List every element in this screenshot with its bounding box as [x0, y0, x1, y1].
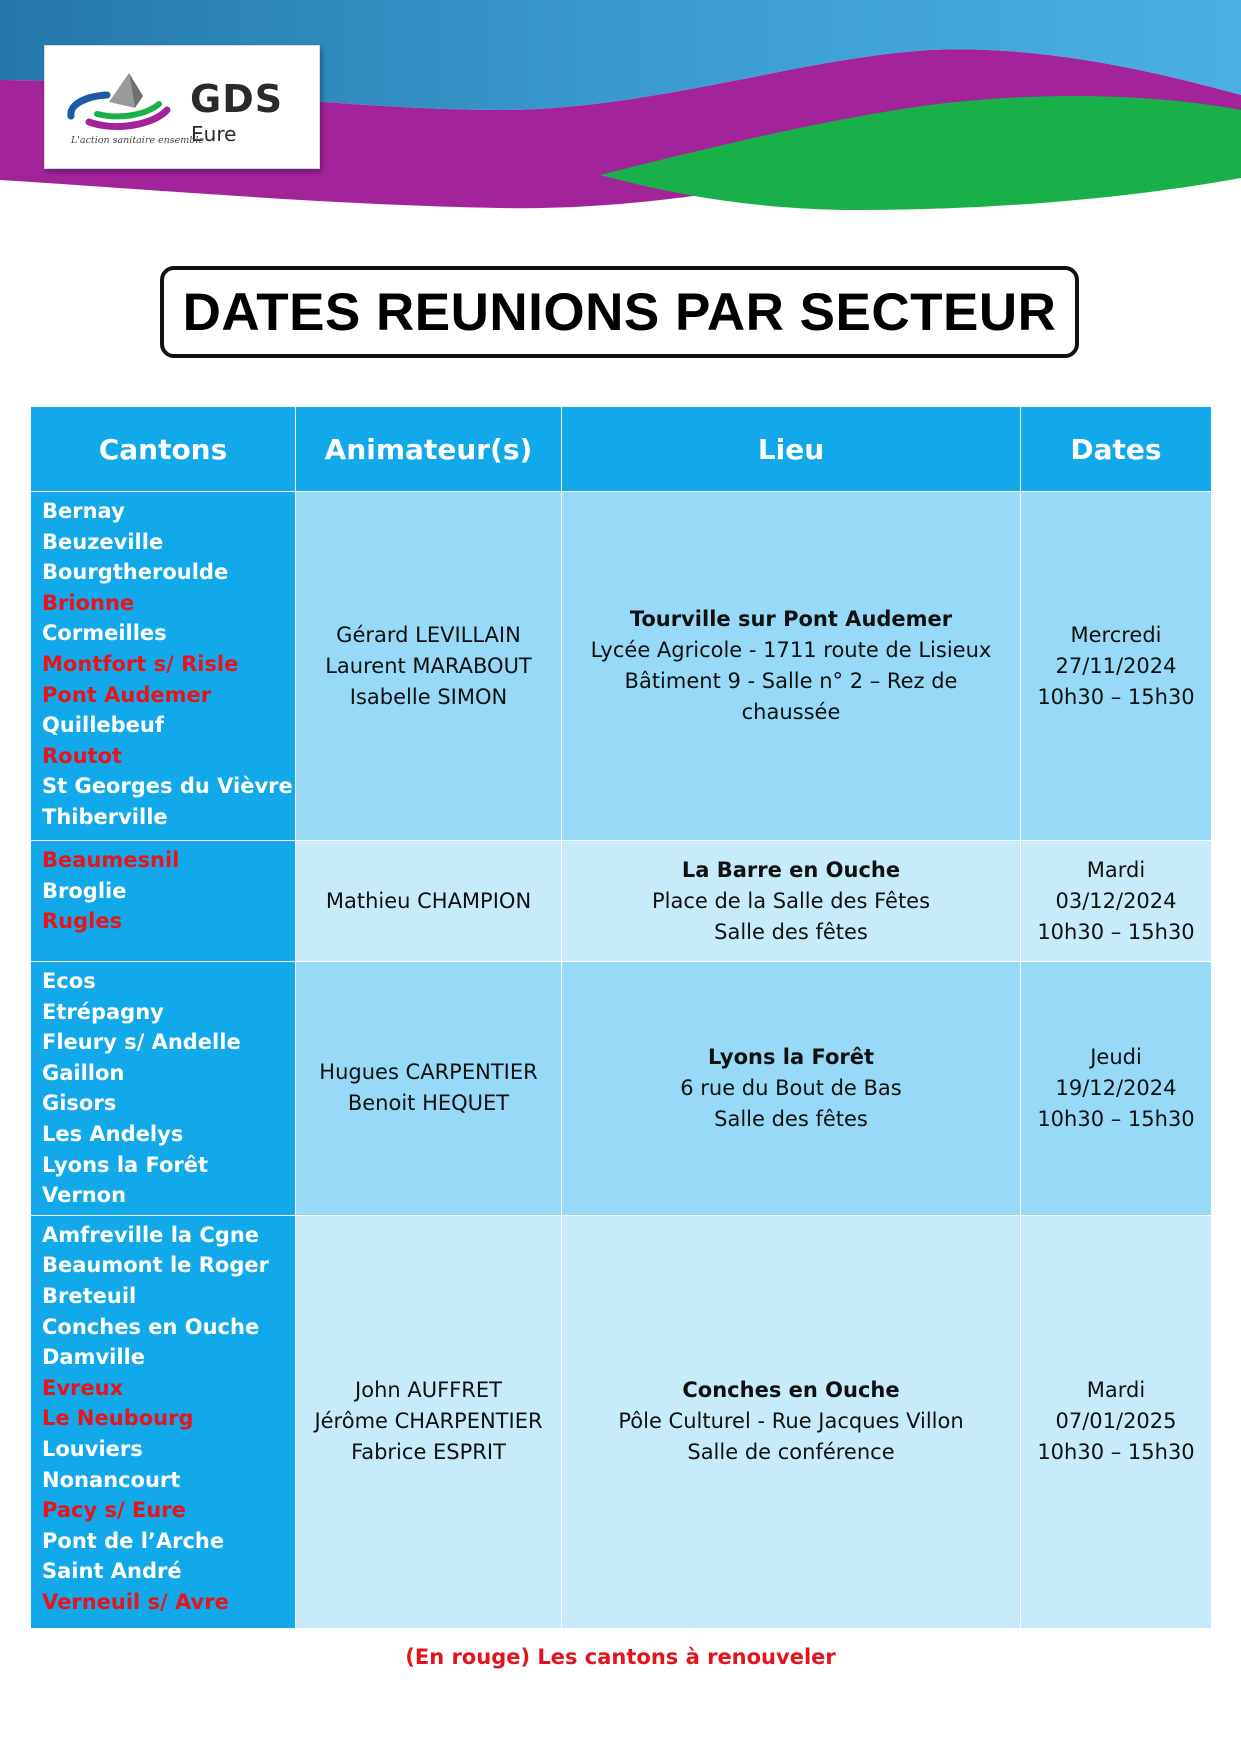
page-title: DATES REUNIONS PAR SECTEUR — [182, 282, 1057, 342]
animateurs-cell — [296, 1215, 562, 1628]
table-header-row — [31, 407, 1212, 492]
date-line: 10h30 – 15h30 — [1037, 1440, 1195, 1465]
date-line: 07/01/2025 — [1055, 1409, 1177, 1434]
animateur-name: Gérard LEVILLAIN — [336, 622, 521, 647]
lieu-line: 6 rue du Bout de Bas — [680, 1075, 902, 1100]
animateur-name: Hugues CARPENTIER — [319, 1060, 538, 1085]
canton-item: Bernay — [42, 499, 125, 523]
header-animateurs: Animateur(s) — [296, 407, 562, 492]
dates-cell — [1021, 492, 1212, 841]
canton-item: Breteuil — [42, 1283, 137, 1308]
lieu-cell — [562, 1215, 1021, 1628]
table-row — [31, 962, 1212, 1216]
canton-item: Beaumesnil — [42, 848, 180, 872]
lieu-cell — [562, 841, 1021, 962]
lieu-title: Conches en Ouche — [682, 1378, 900, 1403]
lieu-line: Salle de conférence — [687, 1440, 895, 1465]
footnote-legend: (En rouge) Les cantons à renouveler — [405, 1645, 836, 1669]
dates-cell — [1021, 962, 1212, 1216]
canton-list — [31, 841, 295, 941]
animateurs-cell — [296, 841, 562, 962]
canton-list — [31, 1216, 295, 1622]
canton-item: Saint André — [42, 1559, 182, 1584]
date-line: Jeudi — [1090, 1044, 1142, 1069]
lieu-title: Tourville sur Pont Audemer — [629, 607, 953, 631]
header-cantons: Cantons — [31, 407, 296, 492]
lieu-line: chaussée — [741, 700, 841, 724]
lieu-cell — [562, 962, 1021, 1216]
lieu-line: Salle des fêtes — [714, 919, 868, 944]
logo-tagline: L'action sanitaire ensemble — [71, 135, 205, 146]
cantons-cell — [31, 1215, 296, 1628]
canton-item: Brionne — [42, 590, 135, 615]
canton-item: Beuzeville — [42, 529, 164, 554]
animateurs-cell — [296, 492, 562, 841]
lieu-line: Place de la Salle des Fêtes — [651, 888, 931, 913]
canton-item: Nonancourt — [42, 1467, 181, 1492]
lieu-line: Lycée Agricole - 1711 route de Lisieux — [590, 638, 992, 662]
canton-item: Bourgtheroulde — [42, 560, 229, 585]
canton-item: Verneuil s/ Avre — [42, 1589, 229, 1614]
dates-cell — [1021, 841, 1212, 962]
canton-item: Fleury s/ Andelle — [42, 1030, 241, 1055]
canton-item: Broglie — [42, 878, 127, 903]
canton-item: Pont Audemer — [42, 682, 212, 707]
table-row — [31, 1215, 1212, 1628]
canton-item: Quillebeuf — [42, 713, 165, 738]
cantons-cell — [31, 841, 296, 962]
animateur-name: John AUFFRET — [355, 1378, 502, 1403]
date-line: Mardi — [1086, 1378, 1146, 1403]
animateur-name: Benoit HEQUET — [347, 1091, 510, 1116]
canton-list — [31, 492, 295, 837]
canton-item: Thiberville — [42, 804, 168, 829]
schedule-table — [30, 406, 1212, 1629]
canton-item: Cormeilles — [42, 621, 167, 646]
header-dates: Dates — [1021, 407, 1212, 492]
lieu-line: Bâtiment 9 - Salle n° 2 – Rez de — [624, 669, 958, 693]
date-line: Mercredi — [1070, 622, 1162, 647]
canton-item: St Georges du Vièvre — [42, 774, 293, 799]
cantons-cell — [31, 492, 296, 841]
animateur-name: Laurent MARABOUT — [325, 653, 532, 678]
canton-item: Ecos — [42, 969, 96, 993]
logo-name: GDS — [190, 77, 284, 121]
canton-item: Louviers — [42, 1436, 143, 1461]
canton-item: Rugles — [42, 909, 123, 934]
animateur-name: Mathieu CHAMPION — [325, 888, 532, 913]
canton-item: Gaillon — [42, 1060, 125, 1085]
animateur-name: Fabrice ESPRIT — [351, 1440, 506, 1465]
canton-item: Beaumont le Roger — [42, 1253, 269, 1278]
date-line: 19/12/2024 — [1055, 1075, 1177, 1100]
gds-logo — [44, 45, 320, 169]
animateur-name: Jérôme CHARPENTIER — [314, 1409, 543, 1434]
animateur-name: Isabelle SIMON — [349, 684, 508, 709]
lieu-title: Lyons la Forêt — [707, 1044, 875, 1069]
canton-item: Evreux — [42, 1375, 124, 1400]
lieu-line: Pôle Culturel - Rue Jacques Villon — [618, 1409, 964, 1434]
lieu-cell — [562, 492, 1021, 841]
canton-item: Gisors — [42, 1091, 117, 1116]
canton-item: Les Andelys — [42, 1121, 184, 1146]
page-title-box — [160, 266, 1079, 358]
canton-item: Lyons la Forêt — [42, 1152, 209, 1177]
cantons-cell — [31, 962, 296, 1216]
date-line: Mardi — [1086, 857, 1146, 882]
animateurs-cell — [296, 962, 562, 1216]
canton-item: Vernon — [42, 1183, 127, 1208]
canton-item: Pont de l’Arche — [42, 1528, 225, 1553]
canton-item: Amfreville la Cgne — [42, 1222, 260, 1247]
canton-item: Routot — [42, 743, 123, 768]
header-lieu: Lieu — [562, 407, 1021, 492]
date-line: 03/12/2024 — [1055, 888, 1177, 913]
logo-subtitle: Eure — [191, 122, 237, 146]
date-line: 27/11/2024 — [1055, 653, 1177, 678]
canton-list — [31, 962, 295, 1215]
table-row — [31, 492, 1212, 841]
canton-item: Damville — [42, 1345, 146, 1370]
canton-item: Conches en Ouche — [42, 1314, 260, 1339]
canton-item: Pacy s/ Eure — [42, 1498, 186, 1523]
table-row — [31, 841, 1212, 962]
lieu-title: La Barre en Ouche — [681, 857, 901, 882]
canton-item: Etrépagny — [42, 999, 164, 1024]
dates-cell — [1021, 1215, 1212, 1628]
date-line: 10h30 – 15h30 — [1037, 919, 1195, 944]
canton-item: Le Neubourg — [42, 1406, 194, 1431]
date-line: 10h30 – 15h30 — [1037, 684, 1195, 709]
lieu-line: Salle des fêtes — [714, 1106, 868, 1131]
canton-item: Montfort s/ Risle — [42, 651, 239, 676]
date-line: 10h30 – 15h30 — [1037, 1106, 1195, 1131]
